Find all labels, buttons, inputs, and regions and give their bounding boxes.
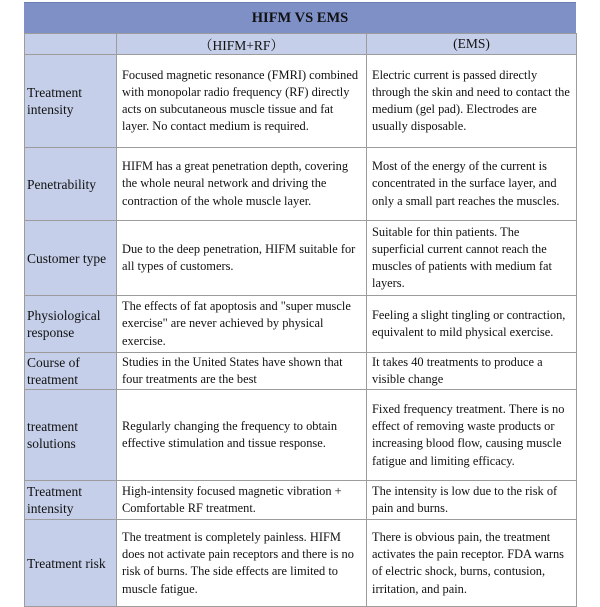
table-row xyxy=(25,148,577,221)
table-row xyxy=(25,353,577,390)
table-row xyxy=(25,55,577,148)
ems-cell: It takes 40 treatments to produce a visible change xyxy=(367,353,577,390)
hifm-cell: The treatment is completely painless. HIFM does not activate pain receptors and there is no risk of burns. The side effects are limited to muscle fatigue. xyxy=(117,520,367,607)
hifm-cell: Focused magnetic resonance (FMRI) combined with monopolar radio frequency (RF) directly acts on subcutaneous muscle tissue and fat layer. No contact medium is required. xyxy=(117,55,367,148)
hifm-cell: The effects of fat apoptosis and "super muscle exercise" are never achieved by physical exercise. xyxy=(117,296,367,353)
ems-cell: Fixed frequency treatment. There is no effect of removing waste products or increasing blood flow, causing muscle fatigue and limiting efficacy. xyxy=(367,390,577,481)
ems-cell: The intensity is low due to the risk of pain and burns. xyxy=(367,481,577,520)
table-row xyxy=(25,296,577,353)
header-ems: (EMS) xyxy=(367,34,577,55)
row-label: Course of treatment xyxy=(25,353,117,390)
comparison-document xyxy=(24,2,576,607)
row-label: Customer type xyxy=(25,221,117,296)
header-row xyxy=(25,34,577,55)
table-row xyxy=(25,221,577,296)
comparison-table xyxy=(24,33,577,607)
row-label: Treatment risk xyxy=(25,520,117,607)
hifm-cell: High-intensity focused magnetic vibration + Comfortable RF treatment. xyxy=(117,481,367,520)
ems-cell: There is obvious pain, the treatment activates the pain receptor. FDA warns of electric shock, burns, contusion, irritation, and pain. xyxy=(367,520,577,607)
header-blank xyxy=(25,34,117,55)
ems-cell: Most of the energy of the current is concentrated in the surface layer, and only a small part reaches the muscles. xyxy=(367,148,577,221)
header-hifm: （HIFM+RF） xyxy=(117,34,367,55)
hifm-cell: Studies in the United States have shown that four treatments are the best xyxy=(117,353,367,390)
row-label: Treatment intensity xyxy=(25,481,117,520)
row-label: Treatment intensity xyxy=(25,55,117,148)
table-row xyxy=(25,520,577,607)
row-label: Penetrability xyxy=(25,148,117,221)
row-label: treatment solutions xyxy=(25,390,117,481)
row-label: Physiological response xyxy=(25,296,117,353)
table-row xyxy=(25,481,577,520)
hifm-cell: Due to the deep penetration, HIFM suitable for all types of customers. xyxy=(117,221,367,296)
ems-cell: Feeling a slight tingling or contraction, equivalent to mild physical exercise. xyxy=(367,296,577,353)
hifm-cell: HIFM has a great penetration depth, covering the whole neural network and driving the contraction of the whole muscle layer. xyxy=(117,148,367,221)
hifm-cell: Regularly changing the frequency to obtain effective stimulation and tissue response. xyxy=(117,390,367,481)
ems-cell: Electric current is passed directly through the skin and need to contact the medium (gel pad). Electrodes are usually disposable. xyxy=(367,55,577,148)
ems-cell: Suitable for thin patients. The superficial current cannot reach the muscles of patients with medium fat layers. xyxy=(367,221,577,296)
table-title: HIFM VS EMS xyxy=(24,2,576,33)
table-row xyxy=(25,390,577,481)
